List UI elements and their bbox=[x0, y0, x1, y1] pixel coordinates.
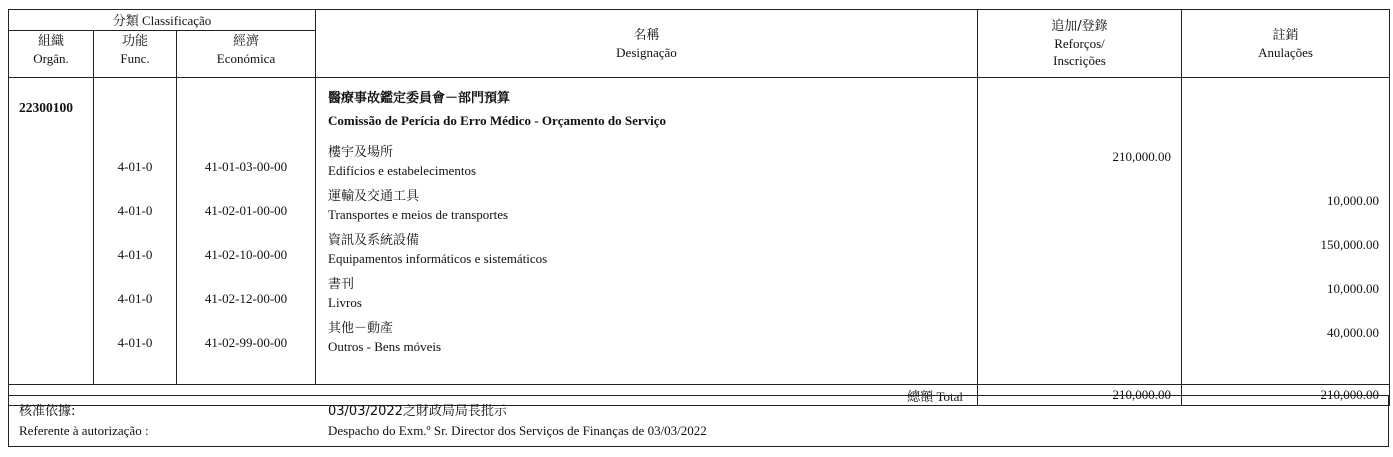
reforcos-header-pt1: Reforços/ bbox=[1054, 36, 1105, 51]
anulacoes-amount: 40,000.00 bbox=[1327, 325, 1379, 340]
eco-column bbox=[177, 78, 316, 385]
anulacoes-amount: 150,000.00 bbox=[1320, 237, 1379, 252]
anulacoes-header-zh: 註銷 bbox=[1272, 27, 1299, 43]
org-header bbox=[9, 31, 94, 78]
eco-code: 41-02-01-00-00 bbox=[204, 203, 288, 218]
eco-code: 41-02-12-00-00 bbox=[204, 291, 288, 306]
reforcos-header-zh: 追加/登錄 bbox=[1051, 19, 1108, 34]
item-name-pt: Livros bbox=[328, 295, 362, 310]
anulacoes-header bbox=[1182, 10, 1390, 78]
authorization-box bbox=[8, 395, 1389, 447]
func-header bbox=[94, 31, 177, 78]
body-row bbox=[9, 78, 1390, 385]
organ-title bbox=[328, 90, 977, 130]
item-name-pt: Equipamentos informáticos e sistemáticos bbox=[328, 251, 548, 266]
authorization-text-pt: Despacho do Exm.º Sr. Director dos Serviços de Finanças de 03/03/2022 bbox=[328, 423, 707, 438]
authorization-label bbox=[19, 402, 149, 440]
list-item bbox=[328, 276, 977, 312]
item-name-zh: 資訊及系統設備 bbox=[328, 233, 420, 248]
anulacoes-header-pt: Anulações bbox=[1258, 44, 1313, 60]
item-name-pt: Outros - Bens móveis bbox=[328, 339, 442, 354]
list-item bbox=[328, 188, 977, 224]
eco-header-pt: Económica bbox=[216, 51, 276, 66]
eco-code: 41-02-10-00-00 bbox=[204, 247, 288, 262]
organ-name-pt: Comissão de Perícia do Erro Médico - Orçamento do Serviço bbox=[328, 113, 667, 128]
anulacoes-amount: 10,000.00 bbox=[1327, 281, 1379, 296]
func-code: 4-01-0 bbox=[117, 159, 153, 174]
header-row-1 bbox=[9, 10, 1390, 31]
designation-header-pt: Designação bbox=[616, 44, 677, 60]
eco-code: 41-02-99-00-00 bbox=[204, 335, 288, 350]
item-name-zh: 其他－動產 bbox=[328, 321, 394, 336]
func-code: 4-01-0 bbox=[117, 203, 153, 218]
budget-table bbox=[8, 9, 1390, 406]
item-name-zh: 運輸及交通工具 bbox=[328, 189, 420, 204]
total-label: 總額 Total bbox=[9, 385, 978, 406]
designation-column bbox=[316, 78, 978, 385]
func-column bbox=[94, 78, 177, 385]
reforcos-header bbox=[978, 10, 1182, 78]
org-header-pt: Orgân. bbox=[33, 51, 69, 66]
item-name-zh: 樓宇及場所 bbox=[328, 145, 394, 160]
item-name-pt: Edifícios e estabelecimentos bbox=[328, 163, 477, 178]
reforcos-column bbox=[978, 78, 1182, 385]
authorization-label-pt: Referente à autorização : bbox=[19, 423, 149, 438]
designation-header-zh: 名稱 bbox=[633, 27, 660, 43]
total-anulacoes: 210,000.00 bbox=[1182, 385, 1390, 406]
eco-header bbox=[177, 31, 316, 78]
reforcos-header-pt2: Inscrições bbox=[1053, 53, 1106, 68]
org-header-zh: 組織 bbox=[37, 34, 64, 49]
func-code: 4-01-0 bbox=[117, 335, 153, 350]
item-name-zh: 書刊 bbox=[328, 277, 355, 292]
total-reforcos: 210,000.00 bbox=[978, 385, 1182, 406]
anulacoes-column bbox=[1182, 78, 1390, 385]
authorization-label-zh: 核准依據: bbox=[19, 404, 76, 419]
reforcos-amount: 210,000.00 bbox=[1112, 149, 1171, 164]
authorization-text-zh: 03/03/2022之財政局局長批示 bbox=[328, 404, 507, 419]
list-item bbox=[328, 320, 977, 356]
func-header-pt: Func. bbox=[120, 51, 150, 66]
func-code: 4-01-0 bbox=[117, 291, 153, 306]
organ-name-zh: 醫療事故鑑定委員會－部門預算 bbox=[328, 91, 511, 106]
func-code: 4-01-0 bbox=[117, 247, 153, 262]
func-header-zh: 功能 bbox=[121, 34, 148, 49]
item-name-pt: Transportes e meios de transportes bbox=[328, 207, 509, 222]
eco-code: 41-01-03-00-00 bbox=[204, 159, 288, 174]
budget-sheet bbox=[8, 9, 1389, 406]
organ-code: 22300100 bbox=[19, 100, 73, 115]
classification-header: 分類 Classificação bbox=[9, 10, 316, 31]
eco-header-zh: 經濟 bbox=[232, 34, 259, 49]
designation-header bbox=[316, 10, 978, 78]
authorization-text bbox=[328, 402, 707, 440]
anulacoes-amount: 10,000.00 bbox=[1327, 193, 1379, 208]
org-column bbox=[9, 78, 94, 385]
list-item bbox=[328, 232, 977, 268]
list-item bbox=[328, 144, 977, 180]
